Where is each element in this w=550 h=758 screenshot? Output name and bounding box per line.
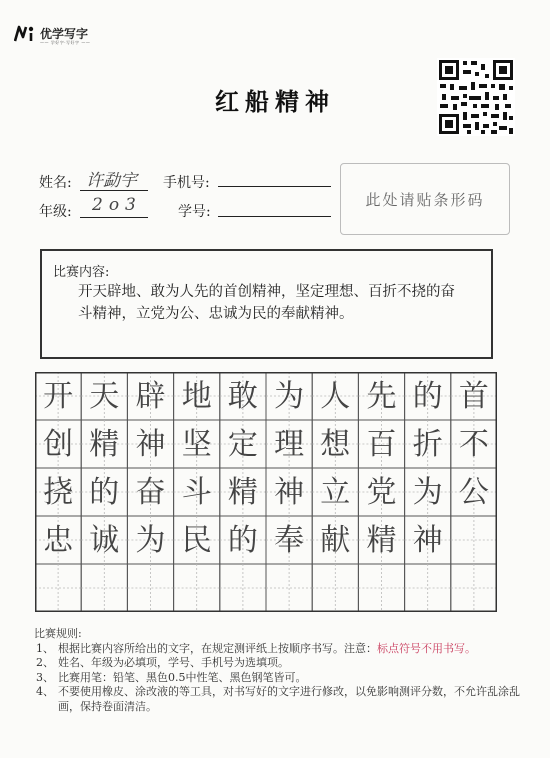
name-field[interactable] (80, 190, 148, 191)
rule-number: 1、 (36, 641, 54, 655)
handwritten-character: 定 (227, 427, 258, 462)
phone-label: 手机号: (163, 175, 210, 191)
rule-text: 不要使用橡皮、涂改液的等工具，对书写好的文字进行修改，以免影响测评分数，不允许乱涂乱画，保持卷面清洁。 (58, 685, 520, 713)
handwritten-character: 人 (320, 379, 351, 414)
grade-value: 2o3 (92, 195, 142, 215)
brand-mark-icon (14, 24, 36, 42)
brand-tagline: —— 学好字·写好字 —— (40, 40, 91, 45)
handwritten-character: 神 (412, 523, 443, 558)
handwritten-character: 奉 (274, 523, 305, 558)
rule-text: 姓名、年级为必填项，学号、手机号为选填项。 (58, 656, 289, 669)
handwritten-character: 的 (227, 523, 258, 558)
handwritten-character: 神 (274, 475, 305, 510)
handwritten-character: 坚 (181, 427, 212, 462)
qr-code (437, 58, 515, 136)
handwritten-character: 想 (320, 427, 351, 462)
student-id-label: 学号: (178, 204, 211, 220)
handwritten-character: 开 (43, 379, 74, 414)
handwritten-character: 地 (181, 379, 212, 414)
handwritten-character: 精 (366, 523, 397, 558)
handwritten-character: 不 (458, 427, 489, 462)
handwritten-character: 辟 (135, 379, 166, 414)
handwritten-character: 先 (366, 379, 397, 414)
content-heading: 比赛内容: (53, 265, 110, 280)
grade-label: 年级: (39, 204, 72, 220)
handwritten-character: 献 (320, 523, 351, 558)
handwritten-character: 党 (366, 475, 397, 510)
rule-number: 2、 (36, 656, 54, 669)
handwritten-character: 立 (320, 475, 351, 510)
handwritten-character: 折 (412, 427, 443, 462)
handwritten-character: 精 (89, 427, 120, 462)
content-text: 开天辟地、敢为人先的首创精神，坚定理想、百折不挠的奋斗精神，立党为公、忠诚为民的奉献精神。 (78, 284, 455, 322)
rule-text: 根据比赛内容所给出的文字，在规定测评纸上按顺序书写。注意： (58, 641, 377, 655)
handwritten-character: 公 (458, 475, 489, 510)
handwritten-character: 奋 (135, 475, 166, 510)
handwritten-character: 的 (412, 379, 443, 414)
handwritten-character: 天 (89, 379, 120, 414)
handwritten-character: 斗 (181, 475, 212, 510)
name-label: 姓名: (39, 175, 72, 191)
handwritten-character: 精 (227, 475, 258, 510)
rule-number: 4、 (36, 685, 54, 698)
handwritten-character: 为 (274, 379, 305, 414)
name-value: 许勐宇 (86, 171, 137, 191)
handwritten-character: 为 (412, 475, 443, 510)
handwritten-character: 神 (135, 427, 166, 462)
rules-heading: 比赛规则: (34, 627, 82, 640)
rule-item (34, 685, 524, 714)
handwritten-character: 挠 (43, 475, 74, 510)
brand-name: 优学写字 (40, 26, 89, 41)
rule-item (34, 671, 524, 686)
handwritten-character: 的 (89, 475, 120, 510)
writing-grid[interactable] (35, 372, 497, 612)
handwritten-character: 为 (135, 523, 166, 558)
rules-section (34, 627, 524, 714)
handwritten-character: 百 (366, 427, 397, 462)
handwritten-character: 忠 (43, 523, 74, 558)
contest-content-box (40, 249, 493, 359)
rule-item (34, 656, 524, 671)
student-id-field[interactable] (218, 216, 331, 217)
handwritten-character: 首 (458, 379, 489, 414)
grade-field[interactable] (80, 217, 148, 218)
rule-number: 3、 (36, 670, 54, 684)
handwritten-character: 创 (43, 427, 74, 462)
phone-field[interactable] (218, 186, 331, 187)
page-title: 红船精神 (215, 87, 335, 116)
handwritten-character: 诚 (89, 523, 120, 558)
rule-text: 比赛用笔：铅笔、黑色0.5中性笔、黑色钢笔皆可。 (58, 670, 307, 684)
rule-item (34, 642, 524, 657)
handwritten-character: 理 (274, 427, 305, 462)
barcode-placeholder: 此处请贴条形码 (340, 163, 510, 235)
handwritten-character: 民 (181, 523, 212, 558)
rule-highlight: 标点符号不用书写。 (377, 641, 476, 655)
handwritten-character: 敢 (227, 379, 258, 414)
